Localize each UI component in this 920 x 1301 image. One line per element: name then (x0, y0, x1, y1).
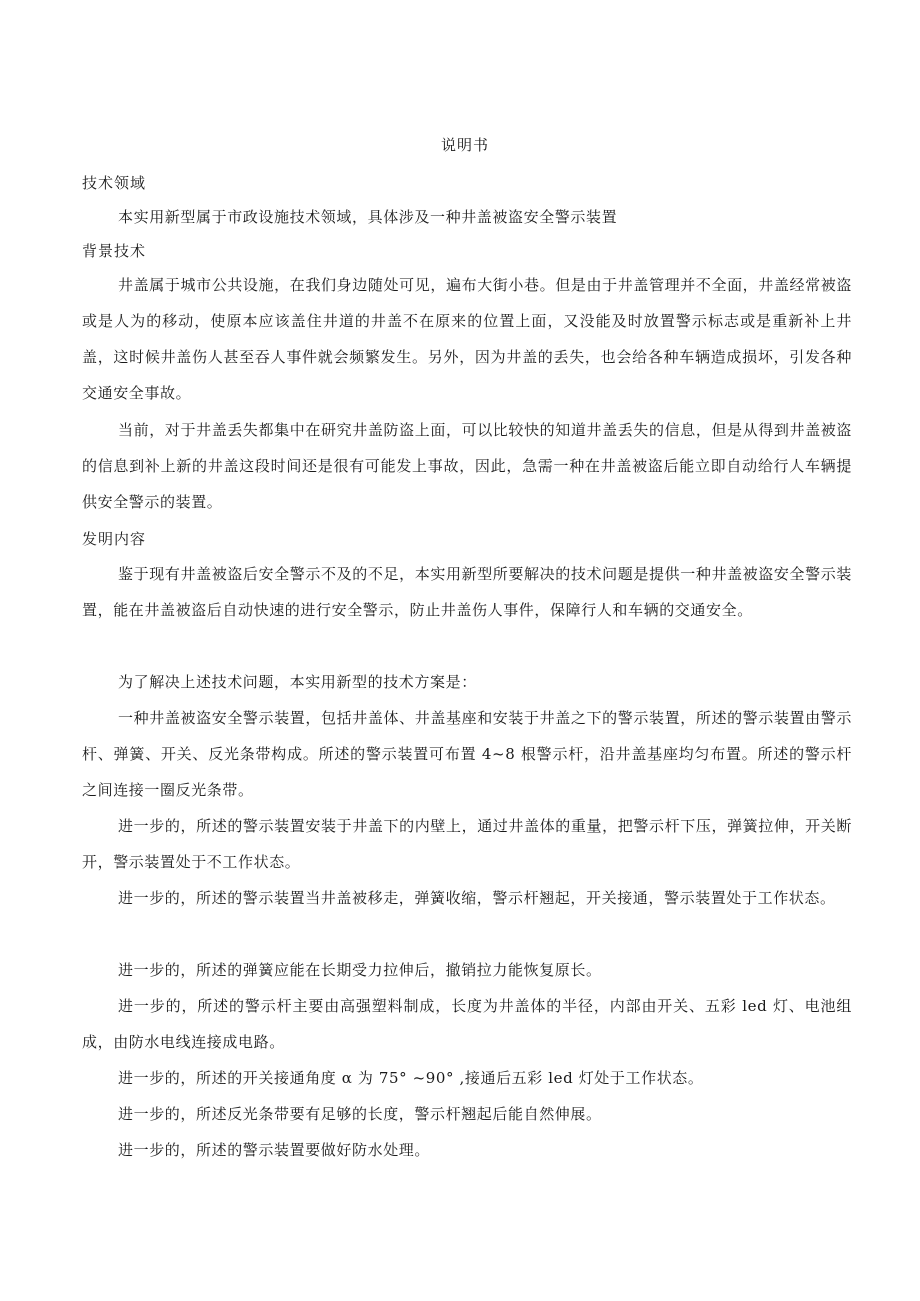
paragraph: 进一步的，所述的开关接通角度 α 为 75° ~90° ,接通后五彩 led 灯处于工作状态。 (118, 1069, 704, 1087)
paragraph: 井盖属于城市公共设施，在我们身边随处可见，遍布大街小巷。但是由于井盖管理并不全面，井盖经常被盗或是人为的移动，使原本应该盖住井道的井盖不在原来的位置上面，又没能及时放置警示标志或是重新补上井盖，这时候井盖伤人甚至吞人事件就会频繁发生。另外，因为井盖的丢失，也会给各种车辆造成损坏，引发各种交通安全事故。 (82, 276, 852, 402)
paragraph: 进一步的，所述的警示杆主要由高强塑料制成，长度为井盖体的半径，内部由开关、五彩 led 灯、电池组成，由防水电线连接成电路。 (82, 997, 852, 1051)
paragraph: 本实用新型属于市政设施技术领域，具体涉及一种井盖被盗安全警示装置 (118, 208, 618, 226)
paragraph: 进一步的，所述的弹簧应能在长期受力拉伸后，撤销拉力能恢复原长。 (118, 961, 602, 979)
paragraph: 进一步的，所述的警示装置要做好防水处理。 (118, 1141, 431, 1159)
section-heading-field: 技术领域 (82, 174, 147, 192)
section-heading-background: 背景技术 (82, 242, 147, 260)
paragraph: 为了解决上述技术问题，本实用新型的技术方案是： (118, 673, 477, 691)
paragraph: 一种井盖被盗安全警示装置，包括井盖体、井盖基座和安装于井盖之下的警示装置，所述的警示装置由警示杆、弹簧、开关、反光条带构成。所述的警示装置可布置 4~8 根警示杆，沿井盖基座均匀布置。所述的警示杆之间连接一圈反光条带。 (82, 709, 852, 799)
document-title: 说明书 (440, 136, 489, 154)
paragraph: 进一步的，所述的警示装置当井盖被移走，弹簧收缩，警示杆翘起，开关接通，警示装置处于工作状态。 (118, 889, 836, 907)
paragraph: 当前，对于井盖丢失都集中在研究井盖防盗上面，可以比较快的知道井盖丢失的信息，但是从得到井盖被盗的信息到补上新的井盖这段时间还是很有可能发上事故，因此，急需一种在井盖被盗后能立即自动给行人车辆提供安全警示的装置。 (82, 421, 852, 511)
paragraph: 鉴于现有井盖被盗后安全警示不及的不足，本实用新型所要解决的技术问题是提供一种井盖被盗安全警示装置，能在井盖被盗后自动快速的进行安全警示，防止井盖伤人事件，保障行人和车辆的交通安全。 (82, 565, 852, 619)
paragraph: 进一步的，所述反光条带要有足够的长度，警示杆翘起后能自然伸展。 (118, 1105, 602, 1123)
section-heading-invention: 发明内容 (82, 530, 147, 548)
paragraph: 进一步的，所述的警示装置安装于井盖下的内壁上，通过井盖体的重量，把警示杆下压，弹簧拉伸，开关断开，警示装置处于不工作状态。 (82, 817, 852, 871)
